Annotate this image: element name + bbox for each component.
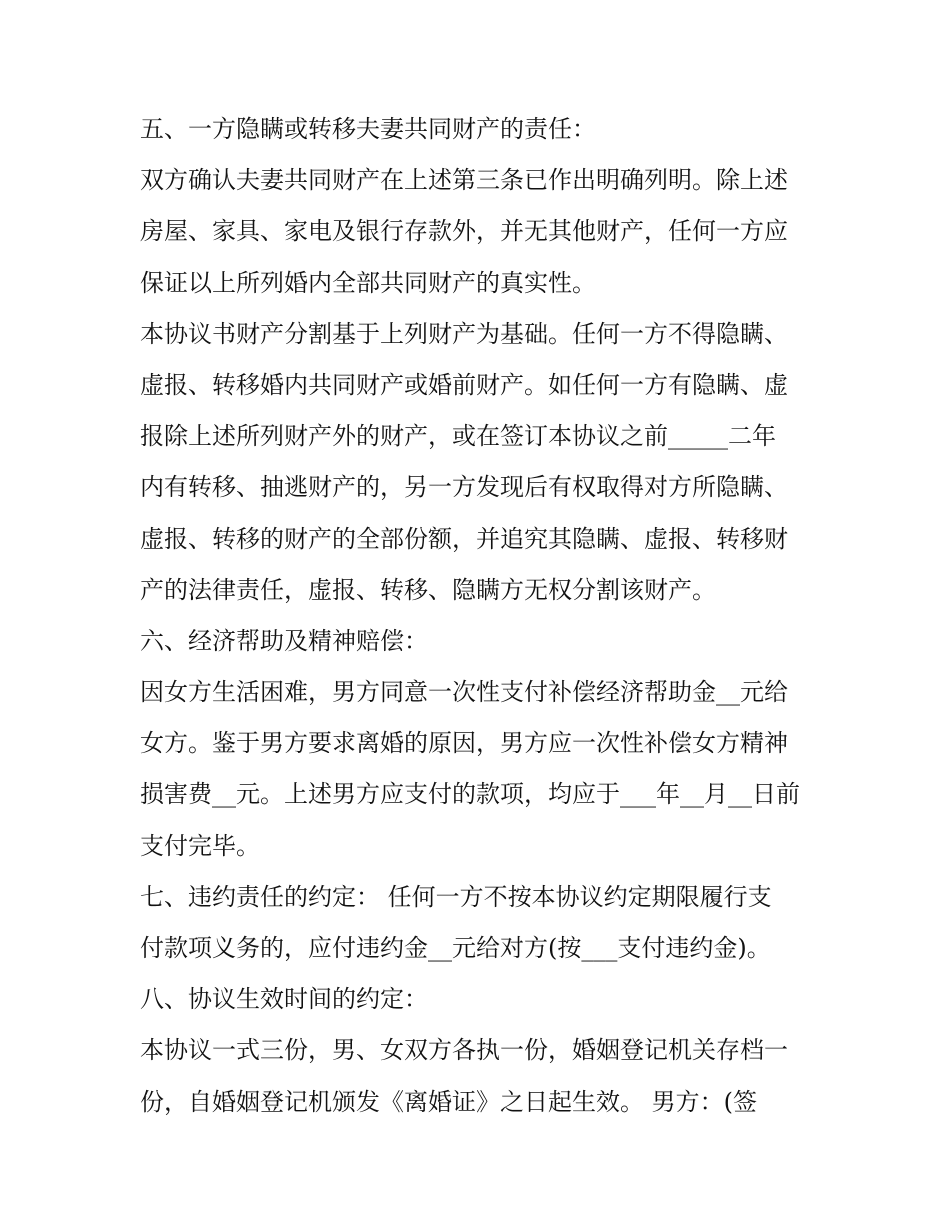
paragraph-line: 本协议一式三份，男、女双方各执一份，婚姻登记机关存档一 bbox=[140, 1036, 788, 1065]
paragraph-line: 支付完毕。 bbox=[140, 831, 260, 860]
paragraph-line: 因女方生活困难，男方同意一次性支付补偿经济帮助金__元给 bbox=[140, 678, 788, 707]
paragraph-line: 损害费__元。上述男方应支付的款项，均应于___年__月__日前 bbox=[140, 780, 800, 809]
section-heading-6: 六、经济帮助及精神赔偿： bbox=[140, 626, 428, 655]
paragraph-line: 份，自婚姻登记机颁发《离婚证》之日起生效。 男方：(签 bbox=[140, 1087, 757, 1116]
section-heading-8: 八、协议生效时间的约定： bbox=[140, 985, 428, 1014]
document-body bbox=[140, 104, 820, 1128]
paragraph-line: 房屋、家具、家电及银行存款外，并无其他财产，任何一方应 bbox=[140, 217, 788, 246]
section-heading-5: 五、一方隐瞒或转移夫妻共同财产的责任： bbox=[140, 115, 596, 143]
paragraph-line: 本协议书财产分割基于上列财产为基础。任何一方不得隐瞒、 bbox=[140, 319, 788, 348]
section-heading-7: 七、违约责任的约定： 任何一方不按本协议约定期限履行支 bbox=[140, 882, 772, 911]
paragraph-line: 报除上述所列财产外的财产，或在签订本协议之前_____二年 bbox=[140, 422, 776, 451]
paragraph-line: 虚报、转移婚内共同财产或婚前财产。如任何一方有隐瞒、虚 bbox=[140, 370, 788, 399]
paragraph-line: 产的法律责任，虚报、转移、隐瞒方无权分割该财产。 bbox=[140, 575, 716, 604]
paragraph-line: 女方。鉴于男方要求离婚的原因，男方应一次性补偿女方精神 bbox=[140, 729, 788, 758]
paragraph-line: 内有转移、抽逃财产的，另一方发现后有权取得对方所隐瞒、 bbox=[140, 473, 788, 502]
paragraph-line: 虚报、转移的财产的全部份额，并追究其隐瞒、虚报、转移财 bbox=[140, 524, 788, 553]
paragraph-line: 双方确认夫妻共同财产在上述第三条已作出明确列明。除上述 bbox=[140, 166, 788, 195]
paragraph-line: 付款项义务的，应付违约金__元给对方(按___支付违约金)。 bbox=[140, 934, 771, 962]
paragraph-line: 保证以上所列婚内全部共同财产的真实性。 bbox=[140, 268, 596, 297]
